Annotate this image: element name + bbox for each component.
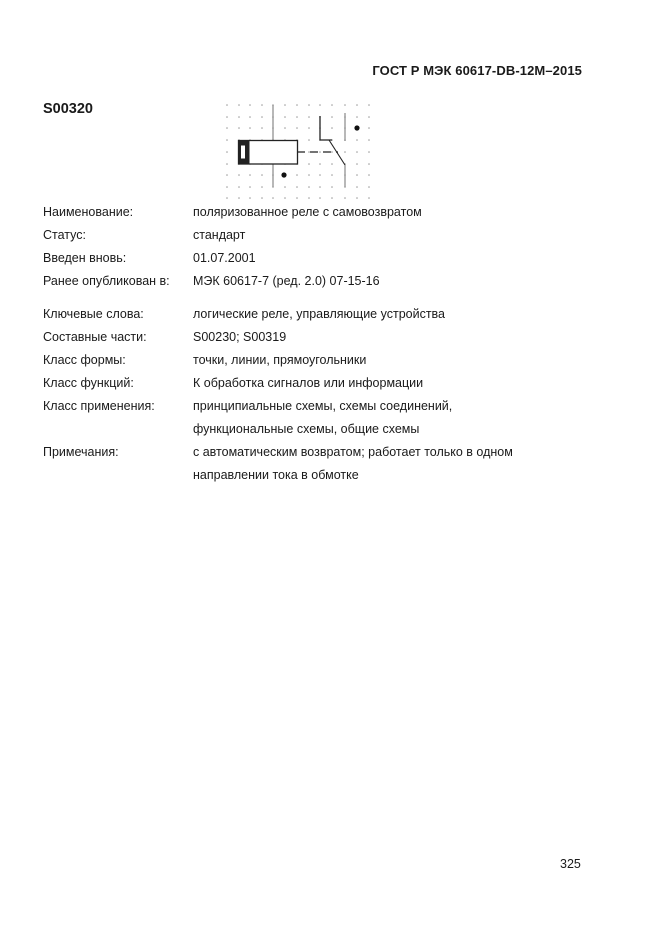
symbol-code: S00320 bbox=[43, 101, 93, 117]
property-label: Ранее опубликован в: bbox=[43, 274, 170, 288]
property-value: точки, линии, прямоугольники bbox=[193, 353, 367, 367]
property-label: Статус: bbox=[43, 228, 86, 242]
standard-header: ГОСТ Р МЭК 60617-DB-12M–2015 bbox=[372, 63, 582, 78]
property-label: Класс функций: bbox=[43, 376, 134, 390]
property-value: 01.07.2001 bbox=[193, 251, 256, 265]
property-label: Примечания: bbox=[43, 445, 119, 459]
property-value: стандарт bbox=[193, 228, 246, 242]
property-value: с автоматическим возвратом; работает только в одном bbox=[193, 445, 513, 459]
property-value: направлении тока в обмотке bbox=[193, 468, 359, 482]
property-row-shape-class bbox=[43, 352, 513, 375]
property-row-previously-published bbox=[43, 273, 513, 296]
property-label: Класс применения: bbox=[43, 399, 155, 413]
property-value: функциональные схемы, общие схемы bbox=[193, 422, 420, 436]
property-label: Ключевые слова: bbox=[43, 307, 144, 321]
property-value: поляризованное реле с самовозвратом bbox=[193, 205, 422, 219]
property-row-introduced bbox=[43, 250, 513, 273]
property-value: логические реле, управляющие устройства bbox=[193, 307, 446, 321]
property-row-name bbox=[43, 204, 513, 227]
property-row-status bbox=[43, 227, 513, 250]
property-label: Класс формы: bbox=[43, 353, 126, 367]
property-row-keywords bbox=[43, 306, 513, 329]
property-value: К обработка сигналов или информации bbox=[193, 376, 424, 390]
property-label: Составные части: bbox=[43, 330, 147, 344]
property-row-application-class bbox=[43, 398, 513, 421]
property-row-notes-cont bbox=[43, 467, 513, 490]
property-row-function-class bbox=[43, 375, 513, 398]
properties-table bbox=[43, 204, 513, 490]
page-number: 325 bbox=[560, 857, 581, 871]
property-label: Наименование: bbox=[43, 205, 134, 219]
polarized-relay-symbol-icon bbox=[0, 0, 661, 210]
property-row-application-class-cont bbox=[43, 421, 513, 444]
property-row-components bbox=[43, 329, 513, 352]
property-label: Введен вновь: bbox=[43, 251, 127, 265]
property-value: S00230; S00319 bbox=[193, 330, 287, 344]
property-row-notes bbox=[43, 444, 513, 467]
property-value: МЭК 60617-7 (ред. 2.0) 07-15-16 bbox=[193, 274, 380, 288]
property-value: принципиальные схемы, схемы соединений, bbox=[193, 399, 453, 413]
